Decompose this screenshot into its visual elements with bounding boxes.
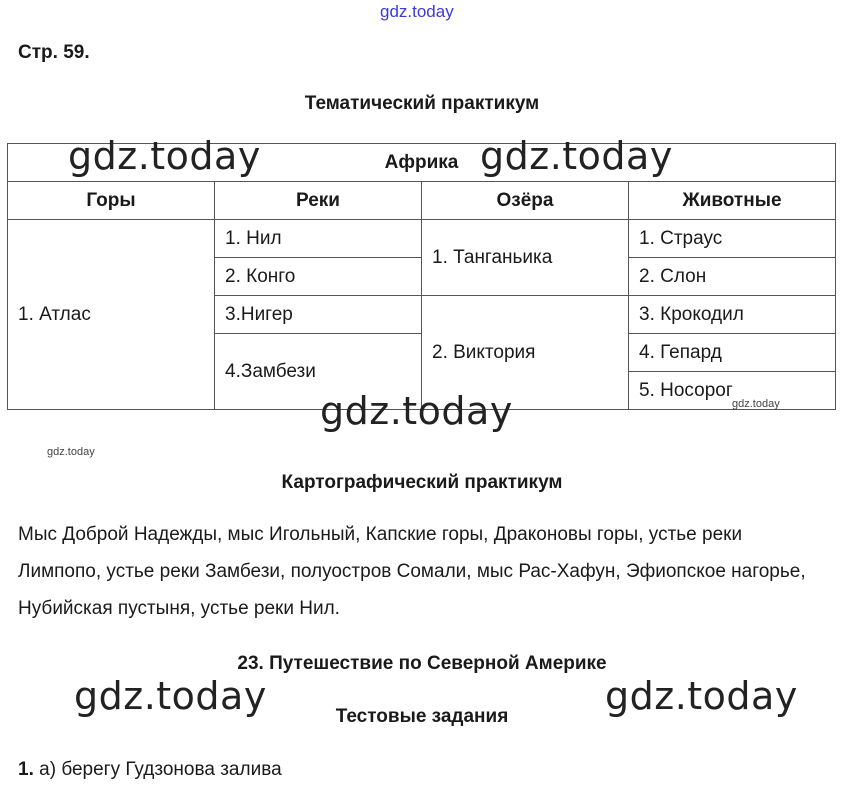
- animal-cell: 4. Гепард: [629, 334, 836, 372]
- animal-cell: 1. Страус: [629, 220, 836, 258]
- answer-1: [18, 759, 282, 781]
- table-title: Африка: [8, 144, 836, 182]
- watermark-small: gdz.today: [732, 398, 780, 410]
- river-cell: 4.Замбези: [215, 334, 422, 410]
- cartographic-text: Мыс Доброй Надежды, мыс Игольный, Капские горы, Драконовы горы, устье реки Лимпопо, устье реки Замбези, полуостров Сомали, мыс Рас-Хафун, Эфиопское нагорье, Нубийская пустыня, устье реки Нил.: [18, 524, 806, 619]
- answer-text: а) берегу Гудзонова залива: [39, 759, 282, 780]
- watermark-big: gdz.today: [68, 134, 261, 178]
- watermark-top: gdz.today: [380, 2, 454, 21]
- header-mountains: Горы: [8, 182, 215, 220]
- section-subtitle-tests: Тестовые задания: [335, 706, 509, 727]
- section-title-cartographic: Картографический практикум: [281, 472, 563, 493]
- watermark-big: gdz.today: [74, 674, 267, 718]
- header-animals: Животные: [629, 182, 836, 220]
- lake-cell: 2. Виктория: [422, 296, 629, 410]
- animal-cell: 3. Крокодил: [629, 296, 836, 334]
- header-lakes: Озёра: [422, 182, 629, 220]
- lake-cell: 1. Танганьика: [422, 220, 629, 296]
- section-title-thematic: Тематический практикум: [304, 93, 540, 114]
- watermark-big: gdz.today: [480, 134, 673, 178]
- river-cell: 2. Конго: [215, 258, 422, 296]
- watermark-small: gdz.today: [47, 446, 95, 458]
- watermark-big: gdz.today: [320, 389, 513, 433]
- watermark-big: gdz.today: [605, 674, 798, 718]
- river-cell: 1. Нил: [215, 220, 422, 258]
- africa-table: [7, 143, 836, 410]
- page-number: Стр. 59.: [18, 42, 90, 63]
- header-rivers: Реки: [215, 182, 422, 220]
- mountain-cell: 1. Атлас: [8, 220, 215, 410]
- animal-cell: 5. Носорог: [629, 372, 836, 410]
- animal-cell: 2. Слон: [629, 258, 836, 296]
- section-title-north-america: 23. Путешествие по Северной Америке: [237, 653, 607, 674]
- answer-number: 1.: [18, 759, 34, 780]
- river-cell: 3.Нигер: [215, 296, 422, 334]
